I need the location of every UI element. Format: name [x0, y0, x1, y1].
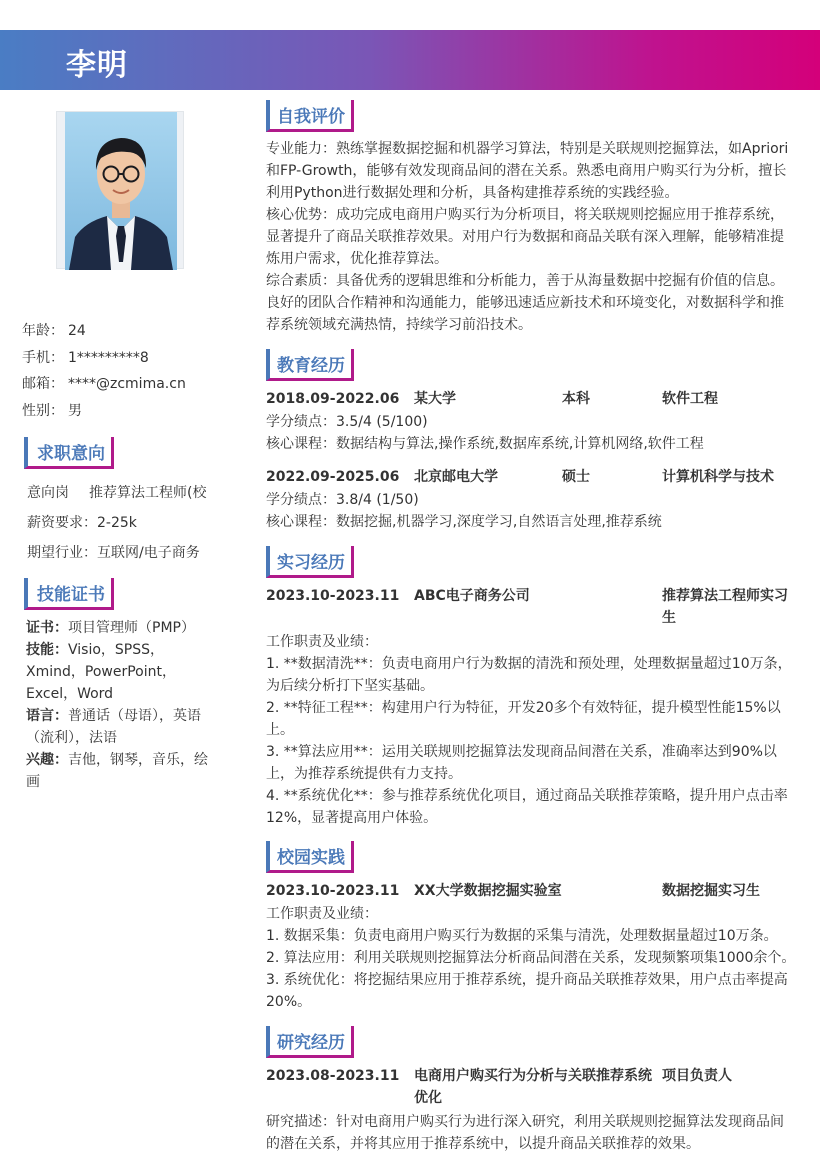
self-eval-para: 综合素质：具备优秀的逻辑思维和分析能力，善于从海量数据中挖掘有价值的信息。良好的团队合作精神和沟通能力，能够迅速适应新技术和环境变化，对数据科学和推荐系统领域充满热情，持续学习前沿技术。	[266, 273, 784, 333]
job-intent-list	[27, 478, 206, 568]
research-header: 2023.08-2023.11 电商用户购买行为分析与关联推荐系统优化 项目负责人	[266, 1068, 732, 1106]
basic-info	[22, 318, 186, 424]
internship-details: 工作职责及业绩： 1. **数据清洗**：负责电商用户行为数据的清洗和预处理，处理数据量超过10万条，为后续分析打下坚实基础。 2. **特征工程**：构建用户行为特征，开发20多个有效特征，提升模型性能15%以上。 3. **算法应用**：运用关联规则挖掘算法发现商品间潜在关系，准确率达到90%以上，为推荐系统提供有力支持。 4. **系统优化**：参与推荐系统优化项目，通过商品关联推荐策略，提升用户点击率12%，显著提高用户体验。	[266, 634, 792, 826]
portrait-icon	[65, 112, 177, 270]
self-eval-para: 核心优势：成功完成电商用户购买行为分析项目，将关联规则挖掘应用于推荐系统，显著提升了商品关联推荐效果。对用户行为数据和商品关联有深入理解，能够精准提炼用户需求，优化推荐算法。	[266, 207, 784, 267]
self-eval-text	[266, 138, 796, 336]
info-gender: 性别： 男	[22, 402, 82, 419]
section-title-self-eval: 自我评价	[266, 100, 351, 132]
profile-photo	[56, 111, 184, 269]
section-title-education: 教育经历	[266, 349, 351, 381]
intent-position: 意向岗 推荐算法工程师(校	[27, 485, 207, 501]
section-title-internship: 实习经历	[266, 546, 351, 578]
education-entry-2-details: 学分绩点：3.8/4 (1/50) 核心课程：数据挖掘,机器学习,深度学习,自然语言处理,推荐系统	[266, 492, 662, 530]
candidate-name: 李明	[66, 48, 128, 83]
internship-header: 2023.10-2023.11 ABC电子商务公司 推荐算法工程师实习生	[266, 588, 788, 626]
skill-cert: 证书：项目管理师（PMP）	[26, 620, 195, 636]
info-age: 年龄： 24	[22, 323, 86, 339]
skills-list	[26, 617, 216, 793]
section-title-skills: 技能证书	[24, 578, 111, 610]
intent-salary: 薪资要求：2-25k	[27, 515, 137, 531]
skill-language: 语言：普通话（母语），英语（流利），法语	[26, 708, 201, 746]
self-eval-para: 专业能力：熟练掌握数据挖掘和机器学习算法，特别是关联规则挖掘算法，如Apriori和FP-Growth，能够有效发现商品间的潜在关系。熟悉电商用户购买行为分析，擅长利用Python进行数据处理和分析，具备构建推荐系统的实践经验。	[266, 141, 789, 201]
intent-industry: 期望行业：互联网/电子商务	[27, 545, 200, 561]
skill-tools: 技能：Visio，SPSS，Xmind，PowerPoint，Excel，Word	[26, 642, 176, 702]
research-details: 研究描述：针对电商用户购买行为进行深入研究，利用关联规则挖掘算法发现商品间的潜在关系，并将其应用于推荐系统中，以提升商品关联推荐的效果。	[266, 1114, 784, 1152]
education-entry-1-header: 2018.09-2022.06 某大学 本科 软件工程	[266, 391, 718, 407]
section-title-job-intent: 求职意向	[24, 437, 111, 469]
education-entry-1-details: 学分绩点：3.5/4 (5/100) 核心课程：数据结构与算法,操作系统,数据库系统,计算机网络,软件工程	[266, 414, 704, 452]
skill-interest: 兴趣：吉他，钢琴，音乐，绘画	[26, 752, 208, 790]
section-title-research: 研究经历	[266, 1026, 351, 1058]
info-email: 邮箱： ****@zcmima.cn	[22, 376, 186, 392]
section-title-campus: 校园实践	[266, 841, 351, 873]
campus-details: 工作职责及业绩： 1. 数据采集：负责电商用户购买行为数据的采集与清洗，处理数据量超过10万条。 2. 算法应用：利用关联规则挖掘算法分析商品间潜在关系，发现频繁项集1000余个。 3. 系统优化：将挖掘结果应用于推荐系统，提升商品关联推荐效果，用户点击率提高20%。	[266, 906, 796, 1010]
campus-header: 2023.10-2023.11 XX大学数据挖掘实验室 数据挖掘实习生	[266, 883, 760, 899]
header-banner	[0, 30, 820, 90]
info-phone: 手机： 1*********8	[22, 349, 149, 366]
education-entry-2-header: 2022.09-2025.06 北京邮电大学 硕士 计算机科学与技术	[266, 469, 774, 485]
